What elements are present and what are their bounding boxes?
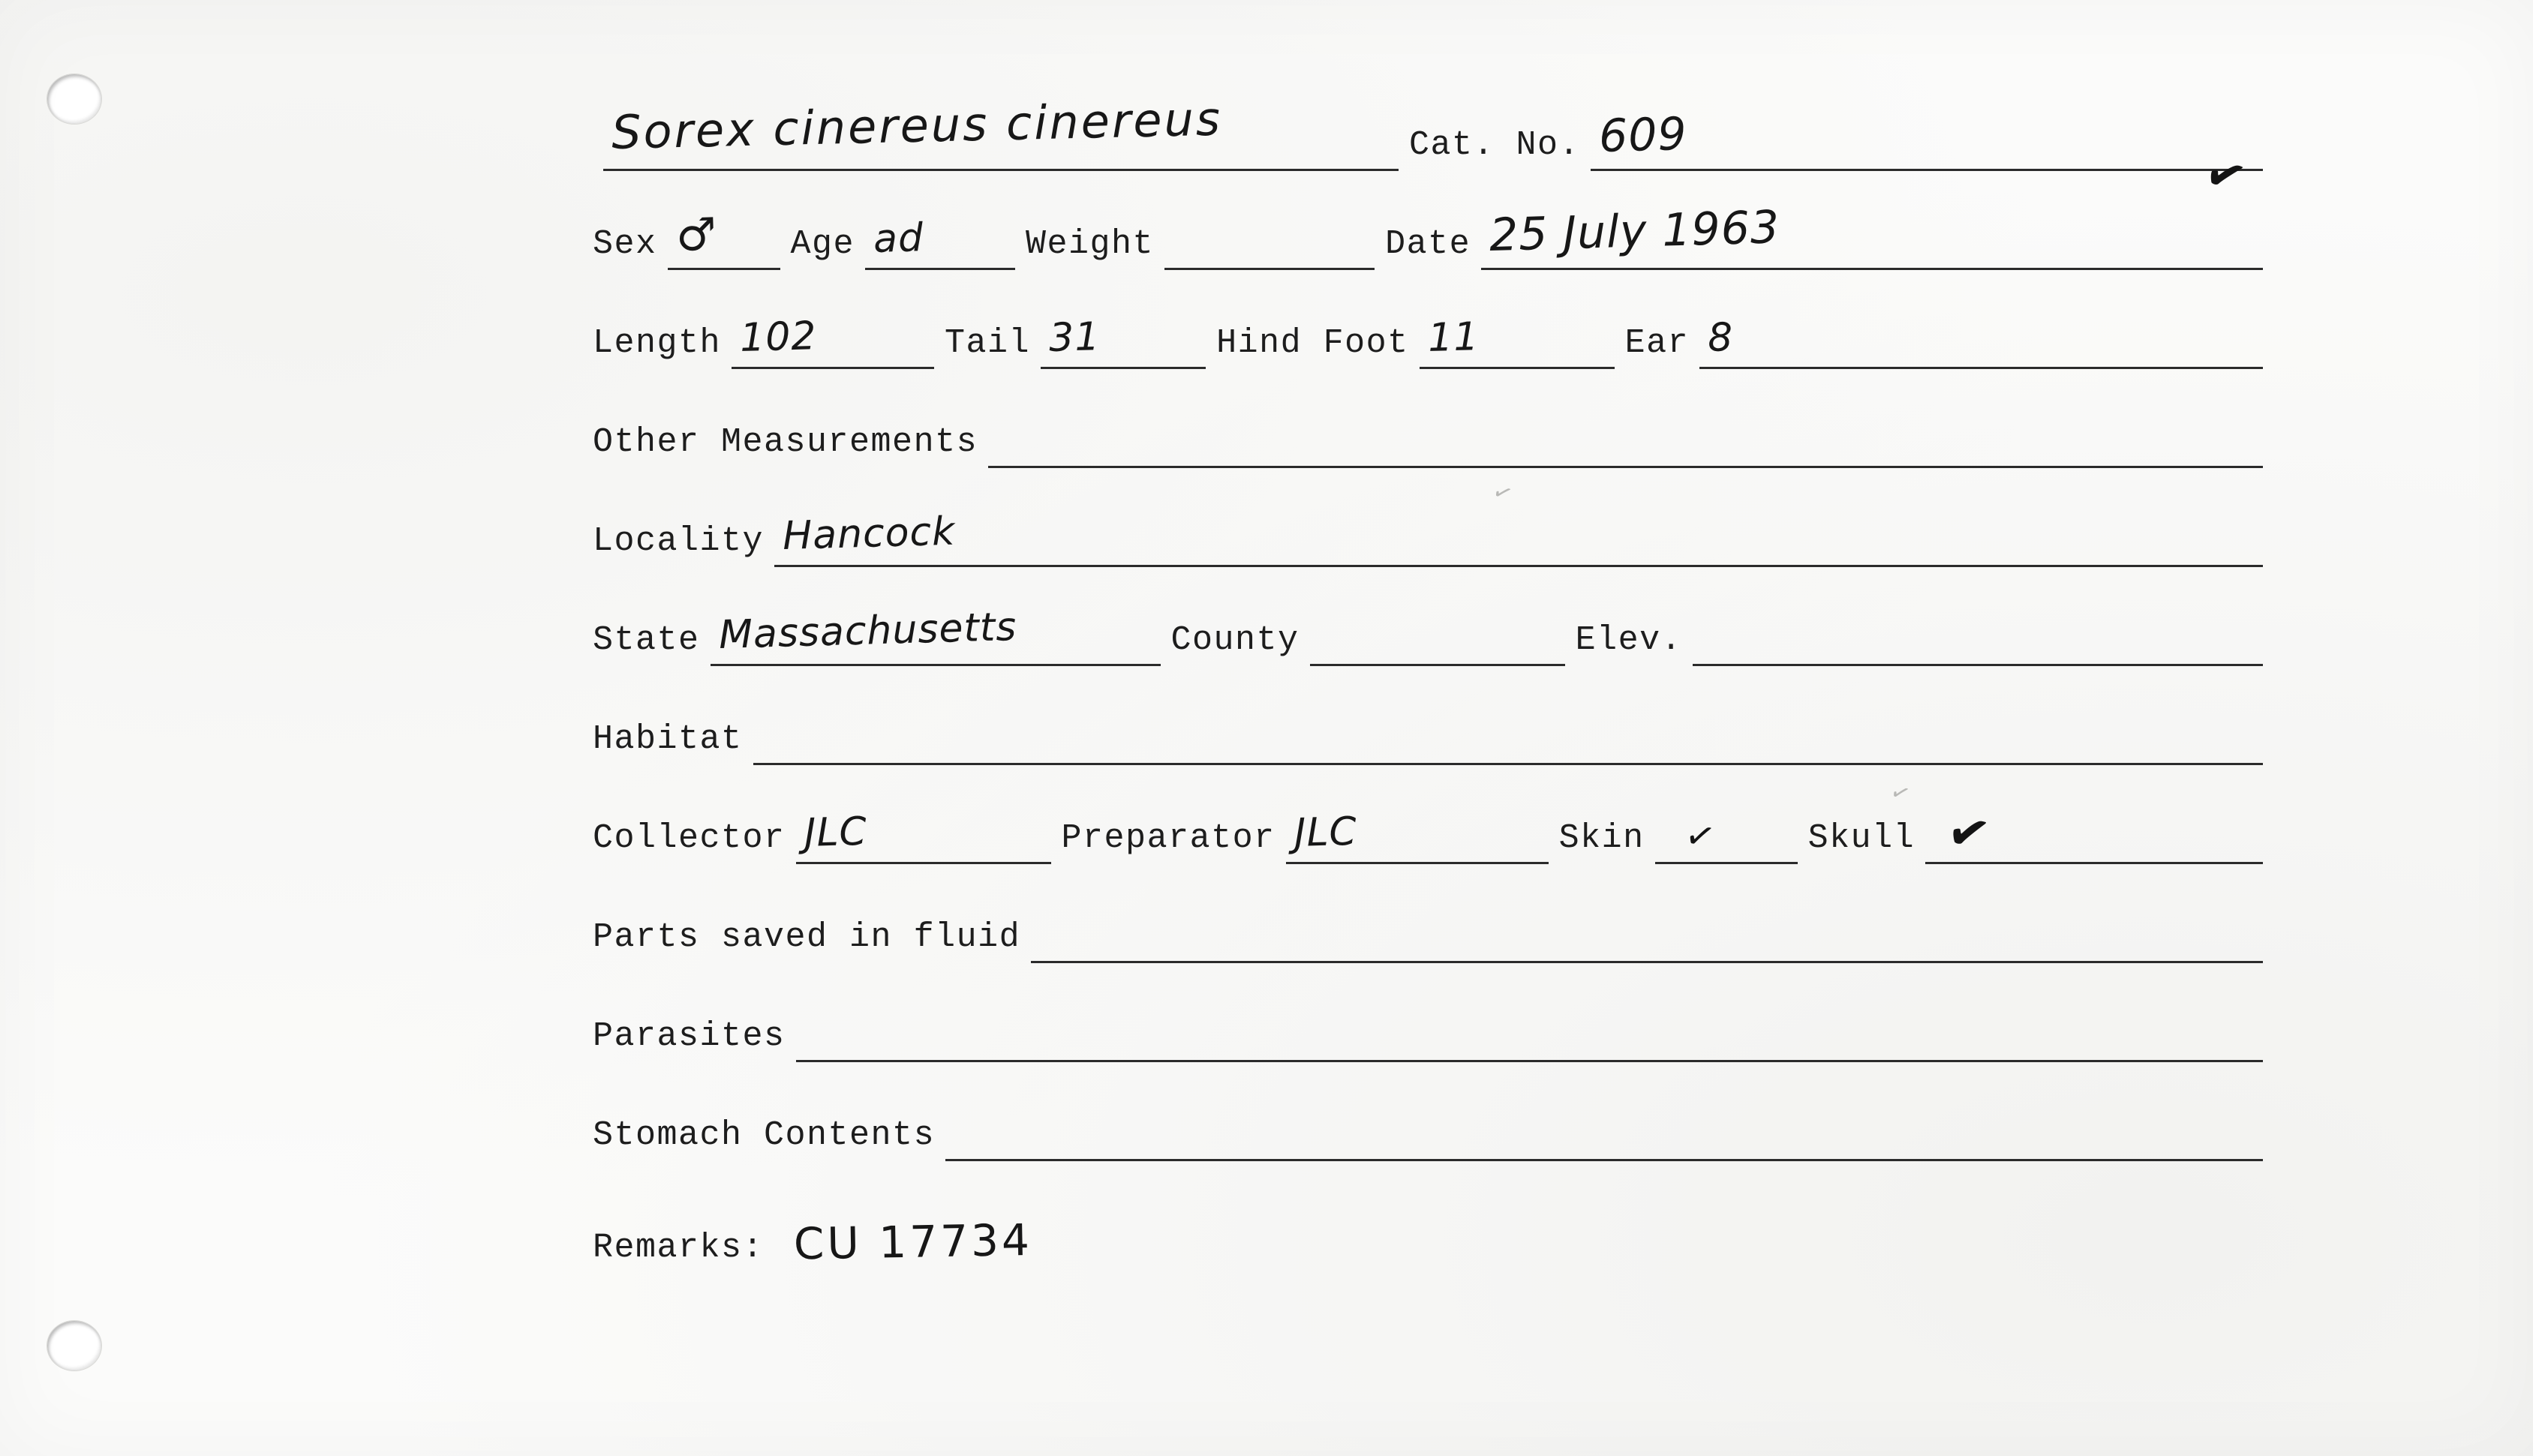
- ear-value: 8: [1707, 315, 1735, 361]
- date-label: Date: [1385, 225, 1471, 263]
- other-measurements-field[interactable]: [988, 422, 2263, 468]
- state-label: State: [593, 621, 700, 659]
- preparator-value: JLC: [1293, 809, 1358, 856]
- age-label: Age: [790, 225, 855, 263]
- length-label: Length: [593, 324, 722, 362]
- row-remarks: [593, 1161, 2273, 1274]
- specimen-form: [593, 72, 2273, 1274]
- tail-value: 31: [1048, 314, 1101, 361]
- habitat-label: Habitat: [593, 720, 743, 758]
- parasites-field[interactable]: [796, 1016, 2263, 1062]
- hind-foot-label: Hind Foot: [1216, 324, 1409, 362]
- cat-no-value: 609: [1598, 107, 1688, 163]
- cat-no-label: Cat. No.: [1409, 126, 1581, 164]
- parasites-label: Parasites: [593, 1017, 786, 1055]
- row-locality: [593, 468, 2273, 567]
- length-field[interactable]: [732, 314, 934, 369]
- collector-label: Collector: [593, 819, 786, 857]
- parts-saved-field[interactable]: [1031, 917, 2263, 963]
- tail-field[interactable]: [1041, 314, 1206, 369]
- state-field[interactable]: [711, 604, 1161, 666]
- stray-pencil-mark: ✓: [1886, 777, 1914, 809]
- stray-pencil-mark: ✓: [1488, 477, 1517, 509]
- weight-label: Weight: [1026, 225, 1155, 263]
- tail-label: Tail: [945, 324, 1031, 362]
- length-value: 102: [739, 314, 818, 361]
- skull-checkmark-icon: ✔: [1942, 800, 1995, 866]
- species-value: Sorex cinereus cinereus: [611, 91, 1223, 160]
- row-parts-saved: [593, 864, 2273, 963]
- row-sex-age-weight-date: [593, 171, 2273, 270]
- state-value: Massachusetts: [717, 604, 1017, 658]
- date-value: 25 July 1963: [1489, 201, 1781, 262]
- row-collector-preparator: [593, 765, 2273, 864]
- collector-value: JLC: [803, 809, 868, 856]
- punch-hole-top: [47, 74, 102, 125]
- age-field[interactable]: [865, 215, 1015, 270]
- row-stomach-contents: [593, 1062, 2273, 1161]
- county-label: County: [1170, 621, 1300, 659]
- ear-field[interactable]: [1699, 315, 2263, 369]
- sex-value: ♂: [675, 208, 718, 262]
- row-state-county-elev: [593, 567, 2273, 666]
- collector-field[interactable]: [796, 809, 1051, 864]
- age-value: ad: [873, 215, 924, 262]
- skull-field[interactable]: [1925, 800, 2263, 866]
- preparator-field[interactable]: [1286, 809, 1549, 864]
- row-measurements: [593, 270, 2273, 369]
- habitat-field[interactable]: [753, 719, 2263, 765]
- other-measurements-label: Other Measurements: [593, 423, 978, 461]
- row-species: [593, 72, 2273, 208]
- ear-label: Ear: [1624, 324, 1690, 362]
- locality-value: Hancock: [782, 509, 956, 559]
- date-field[interactable]: [1481, 201, 2263, 270]
- skull-label: Skull: [1807, 819, 1916, 857]
- weight-field[interactable]: [1164, 224, 1375, 270]
- species-field[interactable]: [603, 91, 1399, 171]
- hind-foot-value: 11: [1426, 314, 1480, 361]
- stomach-contents-field[interactable]: [945, 1115, 2263, 1161]
- elev-field[interactable]: [1693, 620, 2263, 666]
- cat-no-field[interactable]: [1591, 107, 2263, 208]
- sex-field[interactable]: [668, 208, 780, 270]
- preparator-label: Preparator: [1061, 819, 1276, 857]
- stomach-contents-label: Stomach Contents: [593, 1116, 936, 1154]
- skin-label: Skin: [1558, 819, 1645, 857]
- parts-saved-label: Parts saved in fluid: [593, 918, 1021, 956]
- skin-checkmark-icon: ✓: [1681, 812, 1720, 860]
- remarks-label: Remarks:: [593, 1229, 765, 1267]
- row-habitat: [593, 666, 2273, 765]
- row-other-measurements: [593, 369, 2273, 468]
- locality-label: Locality: [593, 522, 765, 560]
- elev-label: Elev.: [1575, 621, 1683, 659]
- checkmark-icon: ✔: [2198, 143, 2253, 208]
- row-parasites: [593, 963, 2273, 1062]
- county-field[interactable]: [1310, 620, 1565, 666]
- locality-field[interactable]: [774, 509, 2263, 567]
- skin-field[interactable]: [1655, 812, 1798, 864]
- sex-label: Sex: [593, 225, 657, 263]
- punch-hole-bottom: [47, 1320, 102, 1371]
- hind-foot-field[interactable]: [1420, 314, 1615, 369]
- remarks-value[interactable]: CU 17734: [793, 1214, 1033, 1270]
